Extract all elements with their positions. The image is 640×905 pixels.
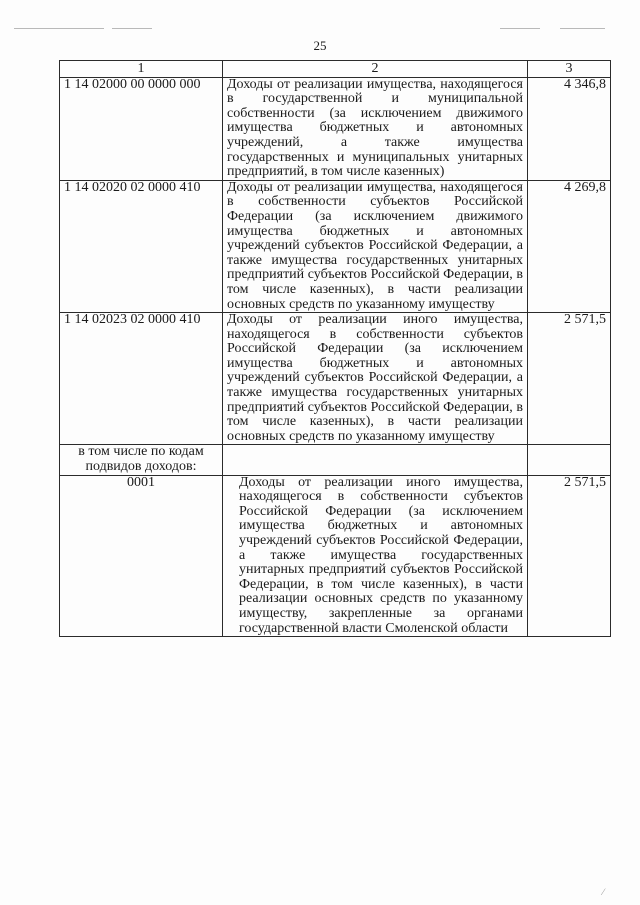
revenue-code: 1 14 02000 00 0000 000 xyxy=(60,77,223,180)
revenue-amount: 2 571,5 xyxy=(528,313,611,445)
revenue-amount: 4 269,8 xyxy=(528,180,611,312)
revenue-description: Доходы от реализации имущества, находящегося в собственности субъектов Российской Федерации (за исключением движимого имущества бюджетных и автономных учреждений субъектов Российской Федерации, а также имущества государственных унитарных предприятий субъектов Российской Федерации, в том числе казенных), в части реализации основных средств по указанному имуществу xyxy=(223,180,528,312)
column-header-description: 2 xyxy=(223,61,528,78)
revenue-amount: 2 571,5 xyxy=(528,475,611,637)
revenue-description: Доходы от реализации иного имущества, находящегося в собственности субъектов Российской Федерации (за исключением имущества бюджетных и автономных учреждений субъектов Российской Федерации, а также имущества государственных унитарных предприятий субъектов Российской Федерации, в том числе казенных), в части реализации основных средств по указанному имуществу xyxy=(223,313,528,445)
table-row xyxy=(60,445,611,475)
revenue-description: Доходы от реализации имущества, находящегося в государственной и муниципальной собственности (за исключением движимого имущества бюджетных и автономных учреждений, а также имущества государственных и муниципальных унитарных предприятий, в том числе казенных) xyxy=(223,77,528,180)
table-row xyxy=(60,180,611,312)
revenue-table xyxy=(59,60,611,637)
table-row xyxy=(60,313,611,445)
table-row xyxy=(60,475,611,637)
revenue-code: 1 14 02023 02 0000 410 xyxy=(60,313,223,445)
scan-artifact-line xyxy=(500,28,540,29)
scan-artifact-line xyxy=(560,28,605,29)
table-row xyxy=(60,77,611,180)
scan-artifact-line xyxy=(112,28,152,29)
scan-artifact-mark: ⁄ xyxy=(602,887,604,897)
column-header-code: 1 xyxy=(60,61,223,78)
scan-artifact-line xyxy=(14,28,104,29)
revenue-description: Доходы от реализации иного имущества, находящегося в собственности субъектов Российской Федерации (за исключением имущества бюджетных и автономных учреждений субъектов Российской Федерации, а также имущества государственных унитарных предприятий субъектов Российской Федерации, в том числе казенных), в части реализации основных средств по указанному имуществу, закрепленные за органами государственной власти Смоленской области xyxy=(223,475,528,637)
page-number: 25 xyxy=(313,38,327,53)
revenue-amount xyxy=(528,445,611,475)
table-header-row xyxy=(60,61,611,78)
subtype-caption: в том числе по кодам подвидов доходов: xyxy=(60,445,223,475)
revenue-code: 1 14 02020 02 0000 410 xyxy=(60,180,223,312)
revenue-description xyxy=(223,445,528,475)
subtype-code: 0001 xyxy=(60,475,223,637)
column-header-amount: 3 xyxy=(528,61,611,78)
revenue-amount: 4 346,8 xyxy=(528,77,611,180)
